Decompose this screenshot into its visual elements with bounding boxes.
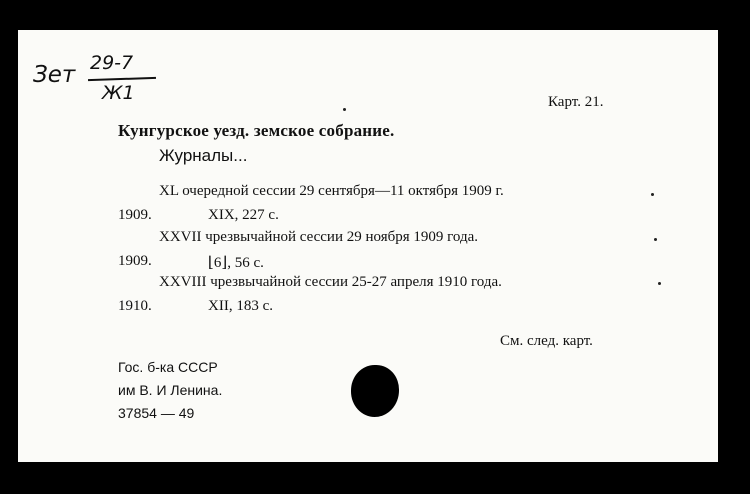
library-stamp-line-1: Гос. б-ка СССР (118, 359, 218, 375)
entry-3-year: 1910. (118, 298, 152, 314)
handwritten-shelfmark-denominator: Ж1 (102, 82, 135, 104)
ink-speck (651, 193, 654, 196)
entry-1-line: XL очередной сессии 29 сентября—11 октября 1909 г. (159, 183, 504, 199)
entry-2-details: ⌊6⌋, 56 с. (208, 255, 264, 271)
library-stamp-line-2: им В. И Ленина. (118, 382, 223, 398)
entry-1-year: 1909. (118, 207, 152, 223)
ink-speck (343, 108, 346, 111)
card-number: Карт. 21. (548, 94, 604, 110)
card-title: Кунгурское уезд. земское собрание. (118, 121, 395, 140)
punch-hole (351, 365, 399, 417)
entry-1-details: XIX, 227 с. (208, 207, 279, 223)
library-stamp-line-3: 37854 — 49 (118, 405, 195, 421)
entry-3-details: XII, 183 с. (208, 298, 273, 314)
entry-2-line: XXVII чрезвычайной сессии 29 ноября 1909 года. (159, 229, 479, 245)
catalog-card (18, 30, 718, 462)
card-subtitle: Журналы... (159, 146, 248, 165)
ink-speck (658, 282, 661, 285)
entry-3-line: XXVIII чрезвычайной сессии 25-27 апреля 1910 года. (159, 274, 502, 290)
continuation-note: См. след. карт. (500, 333, 593, 349)
handwritten-prefix: Зет (33, 62, 76, 88)
ink-speck (654, 238, 657, 241)
handwritten-fraction-line (88, 77, 156, 81)
entry-2-year: 1909. (118, 253, 152, 269)
handwritten-shelfmark-numerator: 29-7 (90, 52, 134, 74)
